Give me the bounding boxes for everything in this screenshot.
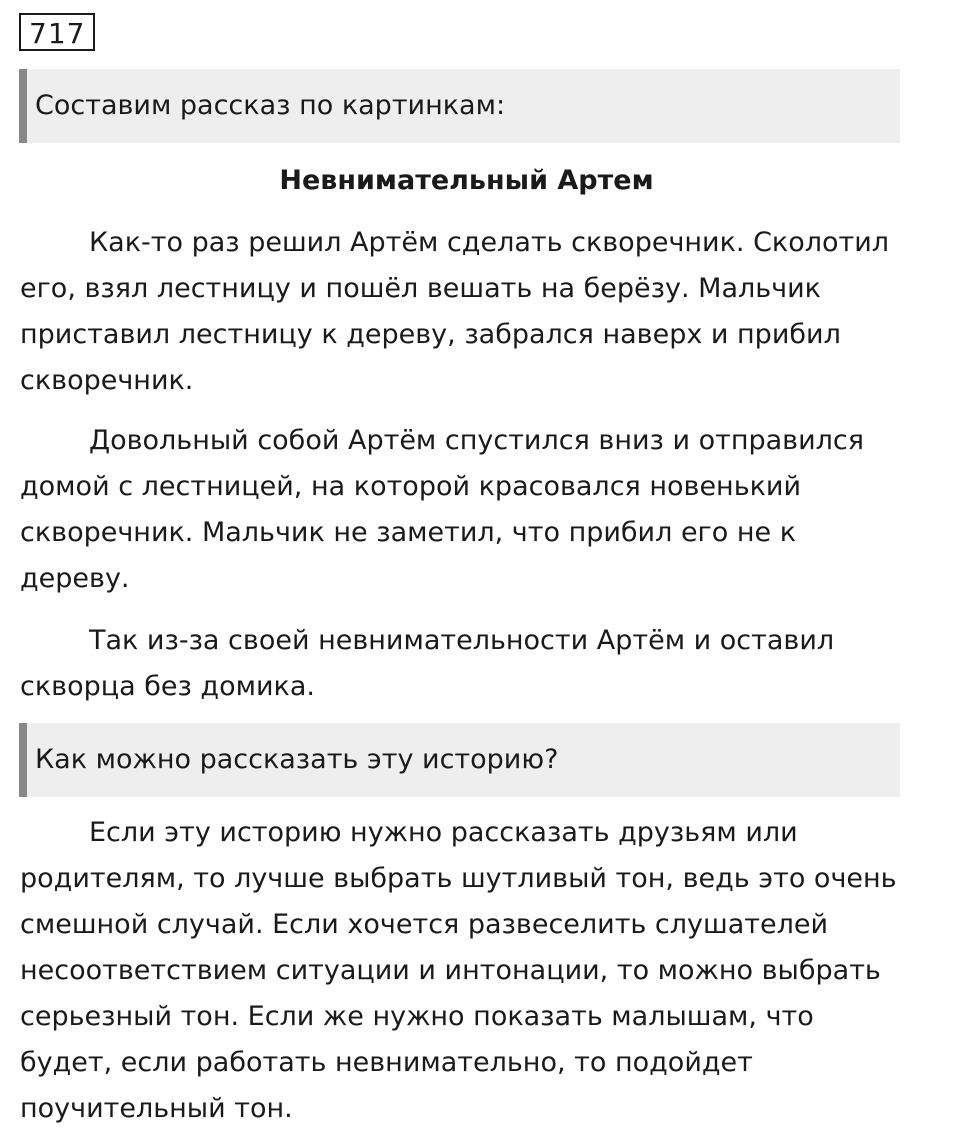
text-line: скворечник. [20,365,194,396]
text-line: смешной случай. Если хочется развеселить слушателей [20,909,829,940]
text-line: Как-то раз решил Артём сделать скворечник. Сколотил [89,227,890,258]
text-line: Так из-за своей невнимательности Артём и оставил [89,625,835,656]
text-line: Если эту историю нужно рассказать друзьям или [89,817,798,848]
text-line: поучительный тон. [20,1093,293,1124]
prompt-how-to-tell-text: Как можно рассказать эту историю? [35,744,559,775]
prompt-compose-story-text: Составим рассказ по картинкам: [35,90,506,121]
story-paragraph [20,618,930,710]
story-paragraph [20,220,930,404]
text-line: скворца без домика. [20,671,315,702]
text-line: скворечник. Мальчик не заметил, что прибил его не к [20,517,796,548]
prompt-compose-story [19,69,900,143]
text-line: серьезный тон. Если же нужно показать малышам, что [20,1001,814,1032]
text-line: будет, если работать невнимательно, то подойдет [20,1047,753,1078]
text-line: Довольный собой Артём спустился вниз и отправился [89,425,864,456]
text-line: его, взял лестницу и пошёл вешать на берёзу. Мальчик [20,273,821,304]
text-line: несоответствием ситуации и интонации, то можно выбрать [20,955,881,986]
story-paragraph [20,418,930,602]
task-number-badge: 717 [19,13,95,51]
text-line: домой с лестницей, на которой красовался новенький [20,471,802,502]
prompt-how-to-tell [19,723,900,797]
text-line: родителям, то лучше выбрать шутливый тон, ведь это очень [20,863,897,894]
answer-paragraph [20,810,930,1132]
text-line: приставил лестницу к дереву, забрался наверх и прибил [20,319,841,350]
text-line: дереву. [20,563,130,594]
story-title: Невнимательный Артем [279,165,654,196]
